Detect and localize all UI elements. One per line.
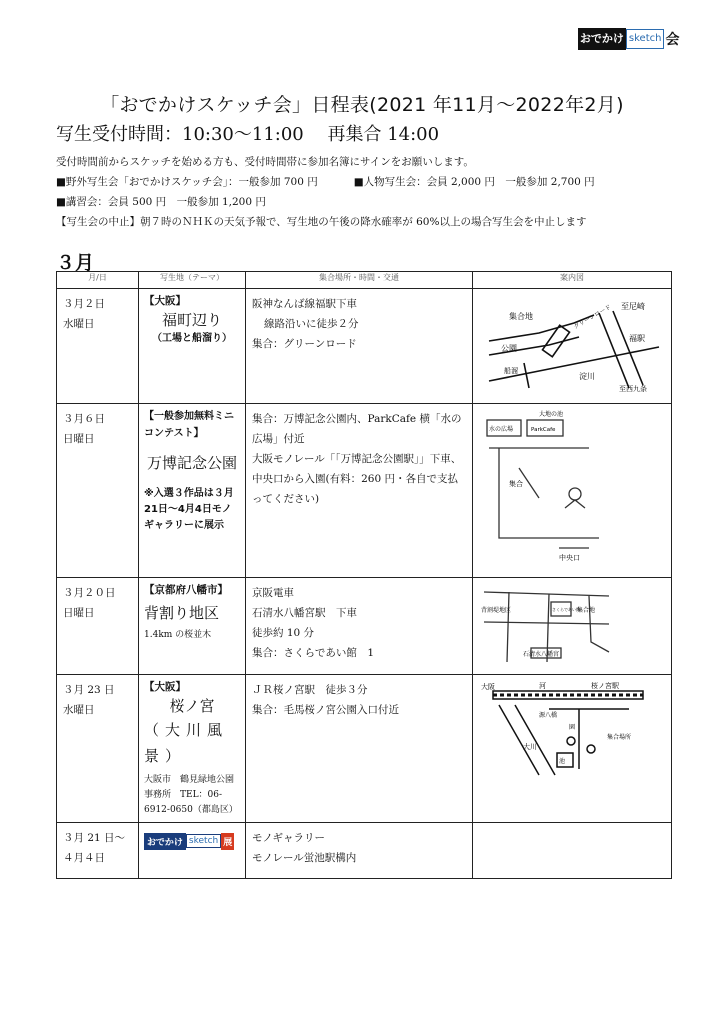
exlogo-part-c: 展 [221, 833, 234, 850]
notes [56, 152, 696, 232]
month-heading: ３月 [56, 252, 95, 274]
place-name: 福町辺り [161, 311, 222, 329]
access-line: 集合：万博記念公園内、ParkCafe 横「水の広場」付近 [252, 413, 462, 445]
map-cell [473, 578, 672, 675]
date: ３月 23 日 [63, 684, 115, 696]
table-row [57, 675, 672, 823]
place-cell [139, 289, 246, 404]
map-label: 至尼崎 [621, 302, 645, 311]
note-line1: 受付時間前からスケッチを始める方も、受付時間帯に参加名簿にサインをお願いします。 [56, 156, 474, 168]
weekday: 日曜日 [63, 433, 95, 445]
access-line: ＪＲ桜ノ宮駅 徒歩３分 [252, 684, 368, 696]
reception-time: 写生受付時間：10:30～11:00 再集合 14:00 [56, 124, 440, 145]
map-label: 集合 [509, 480, 523, 488]
access-cell [246, 823, 473, 879]
access-cell [246, 578, 473, 675]
map-label: さくらであい館 [552, 607, 580, 612]
map-label: 桜ノ宮駅 [591, 682, 619, 690]
access-cell [246, 675, 473, 823]
logo-part2: sketch [626, 29, 665, 49]
map-label: ParkCafe [531, 427, 556, 433]
map-label: 集合地 [577, 607, 596, 614]
note-outdoor-fee: ■野外写生会「おでかけスケッチ会」：一般参加 700 円 [56, 176, 318, 188]
access-line: 京阪電車 [252, 587, 294, 599]
map-label: 背割堤地区 [481, 607, 512, 614]
map-label: 石清水八幡宮 [523, 651, 560, 658]
date-end: ４月４日 [63, 852, 105, 864]
exlogo-part-b: sketch [186, 834, 221, 848]
map-label: 水の広場 [489, 426, 514, 433]
access-cell [246, 289, 473, 404]
place-name: 背割り地区 [144, 604, 220, 622]
access-line: 集合：グリーンロード [252, 338, 357, 350]
place-cell [139, 823, 246, 879]
map-image [479, 293, 664, 395]
place-name: 桜ノ宮 [169, 697, 215, 715]
col-header-date: 月/日 [57, 272, 139, 289]
access-cell [246, 404, 473, 578]
map-label: 大地の池 [539, 411, 564, 418]
access-line: 線路沿いに徒歩２分 [264, 318, 359, 330]
col-header-access: 集合場所・時間・交通 [246, 272, 473, 289]
note-line4: 【写生会の中止】朝７時のＮＨＫの天気予報で、写生地の午後の降水確率が 60%以上の場合写生会を中止します [56, 216, 587, 228]
place-sub: （工場と船溜り） [152, 333, 232, 344]
date: ３月２０日 [63, 587, 116, 599]
map-label: 船溜 [504, 367, 518, 375]
map-label: 集合場所 [607, 734, 632, 741]
place-name: 万博記念公園 [146, 454, 237, 472]
weekday: 日曜日 [63, 607, 95, 619]
date-cell [57, 289, 139, 404]
map-image [479, 582, 614, 666]
date-cell [57, 404, 139, 578]
table-header-row [57, 272, 672, 289]
exhibit-note: ※入選３作品は３月21日～4月4日モノギャラリーに展示 [144, 488, 234, 531]
map-label: 福駅 [629, 334, 645, 343]
map-label: 園 [569, 724, 576, 731]
date: ３月２日 [63, 298, 105, 310]
region: 【京都府八幡市】 [144, 584, 228, 596]
date-cell [57, 675, 139, 823]
map-label: 池 [559, 758, 566, 765]
date: ３月６日 [63, 413, 105, 425]
map-image [479, 679, 664, 779]
map-label: 集合地 [509, 312, 533, 321]
place-cell [139, 578, 246, 675]
map-label: 公園 [501, 344, 517, 353]
table-row [57, 289, 672, 404]
exhibition-logo [144, 833, 234, 849]
place-cell [139, 675, 246, 823]
col-header-place: 写生地（テーマ） [139, 272, 246, 289]
note-line3: ■講習会：会員 500 円 一般参加 1,200 円 [56, 196, 266, 208]
schedule-table [56, 271, 672, 879]
map-cell [473, 404, 672, 578]
map-label: 至西九条 [619, 385, 647, 393]
access-line: 阪神なんば線福駅下車 [252, 298, 357, 310]
map-label: 淀川 [579, 372, 595, 381]
col-header-map: 案内図 [473, 272, 672, 289]
map-label: グリーンロード [572, 303, 613, 331]
note-figure-fee: ■人物写生会：会員 2,000 円 一般参加 2,700 円 [353, 176, 595, 188]
region: 【大阪】 [144, 681, 186, 693]
date: ３月 21 日～ [63, 832, 126, 844]
region: 【大阪】 [144, 295, 186, 307]
table-row [57, 823, 672, 879]
access-line: モノギャラリー [252, 832, 325, 844]
map-label: 大川 [523, 743, 537, 751]
logo-part3: 会 [665, 32, 680, 48]
place-sub: （大川風景） [144, 721, 229, 765]
access-line: 集合：さくらであい館 1 [252, 647, 375, 659]
map-label: 中央口 [559, 554, 580, 562]
place-sub: 1.4km の桜並木 [144, 630, 212, 640]
map-label: 源八橋 [539, 712, 558, 719]
date-cell [57, 823, 139, 879]
exlogo-part-a: おでかけ [144, 833, 186, 850]
contact-info: 大阪市 鶴見緑地公園事務所 TEL：06-6912-0650（都島区） [144, 775, 238, 815]
map-label: 河 [539, 682, 546, 690]
table-row [57, 578, 672, 675]
access-line: モノレール蛍池駅構内 [252, 852, 357, 864]
access-line: 集合：毛馬桜ノ宮公園入口付近 [252, 704, 399, 716]
note-line2 [56, 172, 696, 192]
access-line: 大阪モノレール「｢万博記念公園駅｣」下車、中央口から入園(有料：260 円・各自で支払ってください) [252, 453, 462, 505]
access-line: 石清水八幡宮駅 下車 [252, 607, 357, 619]
map-cell [473, 823, 672, 879]
map-label: 大阪 [481, 683, 495, 691]
weekday: 水曜日 [63, 704, 95, 716]
date-cell [57, 578, 139, 675]
table-row [57, 404, 672, 578]
logo-part1: おでかけ [578, 28, 626, 50]
page-title: 「おでかけスケッチ会」日程表(2021 年11月～2022年2月) [100, 94, 624, 116]
header-logo [578, 28, 679, 50]
contest-label: 【一般参加無料ミニコンテスト】 [144, 411, 234, 439]
place-cell [139, 404, 246, 578]
access-line: 徒歩約 10 分 [252, 627, 315, 639]
map-cell [473, 675, 672, 823]
weekday: 水曜日 [63, 318, 95, 330]
map-cell [473, 289, 672, 404]
map-image [479, 408, 609, 568]
